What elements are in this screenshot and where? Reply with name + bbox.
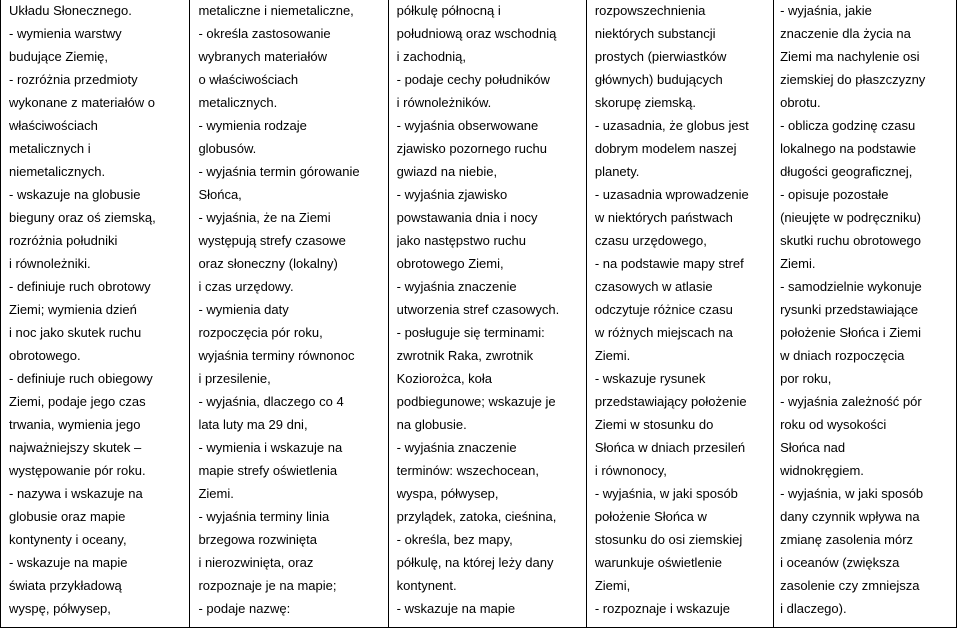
text-line: Ziemi. <box>780 256 816 271</box>
text-line: widnokręgiem. <box>780 463 864 478</box>
text-line: Ziemi ma nachylenie osi <box>780 49 920 64</box>
text-line: skutki ruchu obrotowego <box>780 233 922 248</box>
text-line: - wymienia i wskazuje na <box>198 440 343 455</box>
table-cell-column-2 <box>190 0 388 628</box>
text-line: i równoleżników. <box>396 95 492 110</box>
text-line: Ziemi, podaje jego czas <box>9 394 146 409</box>
text-line: i równoleżniki. <box>9 256 91 271</box>
text-line: - opisuje pozostałe <box>780 187 889 202</box>
cell-text-block <box>389 0 586 620</box>
text-line: metaliczne i niemetaliczne, <box>198 3 354 18</box>
text-line: kontynent. <box>396 578 457 593</box>
text-line: półkulę północną i <box>396 3 501 18</box>
cell-text-block <box>1 0 189 620</box>
text-line: brzegowa rozwinięta <box>198 532 317 547</box>
text-line: przedstawiający położenie <box>594 394 747 409</box>
text-line: głównych) budujących <box>594 72 723 87</box>
text-line: położenie Słońca w <box>594 509 707 524</box>
text-line: podbiegunowe; wskazuje je <box>396 394 556 409</box>
text-line: - wskazuje na mapie <box>396 601 516 616</box>
text-line: znaczenie dla życia na <box>780 26 911 41</box>
text-line: rozróżnia południki <box>9 233 118 248</box>
text-line: - rozpoznaje i wskazuje <box>594 601 730 616</box>
text-line: - definiuje ruch obiegowy <box>9 371 153 386</box>
text-line: Słońca, <box>198 187 242 202</box>
text-line: w różnych miejscach na <box>594 325 733 340</box>
text-line: budujące Ziemię, <box>9 49 108 64</box>
text-line: metalicznych. <box>198 95 278 110</box>
text-line: - wyjaśnia, w jaki sposób <box>780 486 924 501</box>
text-line: - rozróżnia przedmioty <box>9 72 138 87</box>
text-line: kontynenty i oceany, <box>9 532 127 547</box>
text-line: - wskazuje rysunek <box>594 371 706 386</box>
text-line: bieguny oraz oś ziemską, <box>9 210 156 225</box>
text-line: przylądek, zatoka, cieśnina, <box>396 509 557 524</box>
text-line: - wyjaśnia, jakie <box>780 3 872 18</box>
text-line: w niektórych państwach <box>594 210 733 225</box>
cell-text-block <box>774 0 956 620</box>
text-line: położenie Słońca i Ziemi <box>780 325 921 340</box>
cell-text-block <box>190 0 387 620</box>
text-line: wyjaśnia terminy równonoc <box>198 348 355 363</box>
text-line: lokalnego na podstawie <box>780 141 916 156</box>
text-line: - wskazuje na mapie <box>9 555 128 570</box>
text-line: Słońca w dniach przesileń <box>594 440 746 455</box>
text-line: i dlaczego). <box>780 601 847 616</box>
text-line: skorupę ziemską. <box>594 95 696 110</box>
text-line: niemetalicznych. <box>9 164 106 179</box>
text-line: - oblicza godzinę czasu <box>780 118 916 133</box>
text-line: półkulę, na której leży dany <box>396 555 554 570</box>
text-line: Ziemi, <box>594 578 631 593</box>
text-line: rozpowszechnienia <box>594 3 706 18</box>
text-line: Koziorożca, koła <box>396 371 493 386</box>
text-line: - samodzielnie wykonuje <box>780 279 922 294</box>
text-line: rozpoznaje je na mapie; <box>198 578 337 593</box>
text-line: terminów: wszechocean, <box>396 463 539 478</box>
text-line: Ziemi. <box>198 486 234 501</box>
text-line: - określa, bez mapy, <box>396 532 513 547</box>
text-line: świata przykładową <box>9 578 122 593</box>
text-line: - wymienia rodzaje <box>198 118 307 133</box>
text-line: oraz słoneczny (lokalny) <box>198 256 338 271</box>
text-line: (nieujęte w podręczniku) <box>780 210 921 225</box>
text-line: obrotu. <box>780 95 821 110</box>
text-line: - wyjaśnia terminy linia <box>198 509 330 524</box>
text-line: zasolenie czy zmniejsza <box>780 578 920 593</box>
text-line: mapie strefy oświetlenia <box>198 463 338 478</box>
text-line: Ziemi w stosunku do <box>594 417 714 432</box>
text-line: stosunku do osi ziemskiej <box>594 532 743 547</box>
table-row <box>1 0 957 628</box>
text-line: właściwościach <box>9 118 98 133</box>
text-line: długości geograficznej, <box>780 164 913 179</box>
text-line: wykonane z materiałów o <box>9 95 155 110</box>
text-line: prostych (pierwiastków <box>594 49 727 64</box>
text-line: - podaje nazwę: <box>198 601 291 616</box>
text-line: globusie oraz mapie <box>9 509 126 524</box>
text-line: - wyjaśnia znaczenie <box>396 440 517 455</box>
text-line: występowanie pór roku. <box>9 463 146 478</box>
text-line: - nazywa i wskazuje na <box>9 486 143 501</box>
text-line: w dniach rozpoczęcia <box>780 348 905 363</box>
text-line: por roku, <box>780 371 832 386</box>
text-line: najważniejszy skutek – <box>9 440 142 455</box>
text-line: niektórych substancji <box>594 26 716 41</box>
text-line: - wyjaśnia termin górowanie <box>198 164 360 179</box>
text-line: gwiazd na niebie, <box>396 164 498 179</box>
text-line: globusów. <box>198 141 257 156</box>
text-line: - wyjaśnia, w jaki sposób <box>594 486 738 501</box>
text-line: - definiuje ruch obrotowy <box>9 279 151 294</box>
text-line: wyspa, półwysep, <box>396 486 499 501</box>
text-line: - uzasadnia wprowadzenie <box>594 187 749 202</box>
text-line: - wskazuje na globusie <box>9 187 141 202</box>
text-line: i czas urzędowy. <box>198 279 294 294</box>
text-line: - wymienia warstwy <box>9 26 122 41</box>
text-line: planety. <box>594 164 640 179</box>
text-line: zwrotnik Raka, zwrotnik <box>396 348 534 363</box>
text-line: metalicznych i <box>9 141 91 156</box>
text-line: - uzasadnia, że globus jest <box>594 118 749 133</box>
text-line: wybranych materiałów <box>198 49 328 64</box>
text-line: - wyjaśnia zależność pór <box>780 394 922 409</box>
text-line: obrotowego. <box>9 348 81 363</box>
text-line: lata luty ma 29 dni, <box>198 417 308 432</box>
text-line: trwania, wymienia jego <box>9 417 141 432</box>
text-line: - wyjaśnia, dlaczego co 4 <box>198 394 344 409</box>
text-line: warunkuje oświetlenie <box>594 555 723 570</box>
text-line: Układu Słonecznego. <box>9 3 132 18</box>
text-line: - wymienia daty <box>198 302 289 317</box>
text-line: rysunki przedstawiające <box>780 302 919 317</box>
text-line: wyspę, półwysep, <box>9 601 111 616</box>
text-line: - określa zastosowanie <box>198 26 331 41</box>
text-line: - wyjaśnia znaczenie <box>396 279 517 294</box>
text-line: dobrym modelem naszej <box>594 141 737 156</box>
table-cell-column-3 <box>388 0 586 628</box>
text-line: czasowych w atlasie <box>594 279 713 294</box>
text-line: Ziemi; wymienia dzień <box>9 302 137 317</box>
text-line: - posługuje się terminami: <box>396 325 545 340</box>
text-line: powstawania dnia i nocy <box>396 210 538 225</box>
text-line: obrotowego Ziemi, <box>396 256 504 271</box>
text-line: - podaje cechy południków <box>396 72 550 87</box>
text-line: czasu urzędowego, <box>594 233 707 248</box>
text-line: Słońca nad <box>780 440 846 455</box>
text-line: zmianę zasolenia mórz <box>780 532 914 547</box>
text-line: - wyjaśnia, że na Ziemi <box>198 210 331 225</box>
text-line: dany czynnik wpływa na <box>780 509 920 524</box>
text-line: jako następstwo ruchu <box>396 233 526 248</box>
text-line: zjawisko pozornego ruchu <box>396 141 547 156</box>
table-cell-column-4 <box>586 0 773 628</box>
text-line: i nierozwinięta, oraz <box>198 555 314 570</box>
text-line: utworzenia stref czasowych. <box>396 302 560 317</box>
text-line: - wyjaśnia obserwowane <box>396 118 539 133</box>
text-line: ziemskiej do płaszczyzny <box>780 72 926 87</box>
text-line: i oceanów (zwiększa <box>780 555 900 570</box>
text-line: południową oraz wschodnią <box>396 26 557 41</box>
text-line: rozpoczęcia pór roku, <box>198 325 323 340</box>
text-line: Ziemi. <box>594 348 631 363</box>
text-line: występują strefy czasowe <box>198 233 346 248</box>
table-cell-column-1 <box>1 0 190 628</box>
table-cell-column-5 <box>774 0 957 628</box>
text-line: i noc jako skutek ruchu <box>9 325 142 340</box>
cell-text-block <box>587 0 773 620</box>
text-line: na globusie. <box>396 417 467 432</box>
text-line: - na podstawie mapy stref <box>594 256 744 271</box>
text-line: - wyjaśnia zjawisko <box>396 187 508 202</box>
text-line: o właściwościach <box>198 72 299 87</box>
text-line: i przesilenie, <box>198 371 271 386</box>
text-line: i równonocy, <box>594 463 667 478</box>
text-line: odczytuje różnice czasu <box>594 302 733 317</box>
text-line: i zachodnią, <box>396 49 467 64</box>
text-line: roku od wysokości <box>780 417 887 432</box>
